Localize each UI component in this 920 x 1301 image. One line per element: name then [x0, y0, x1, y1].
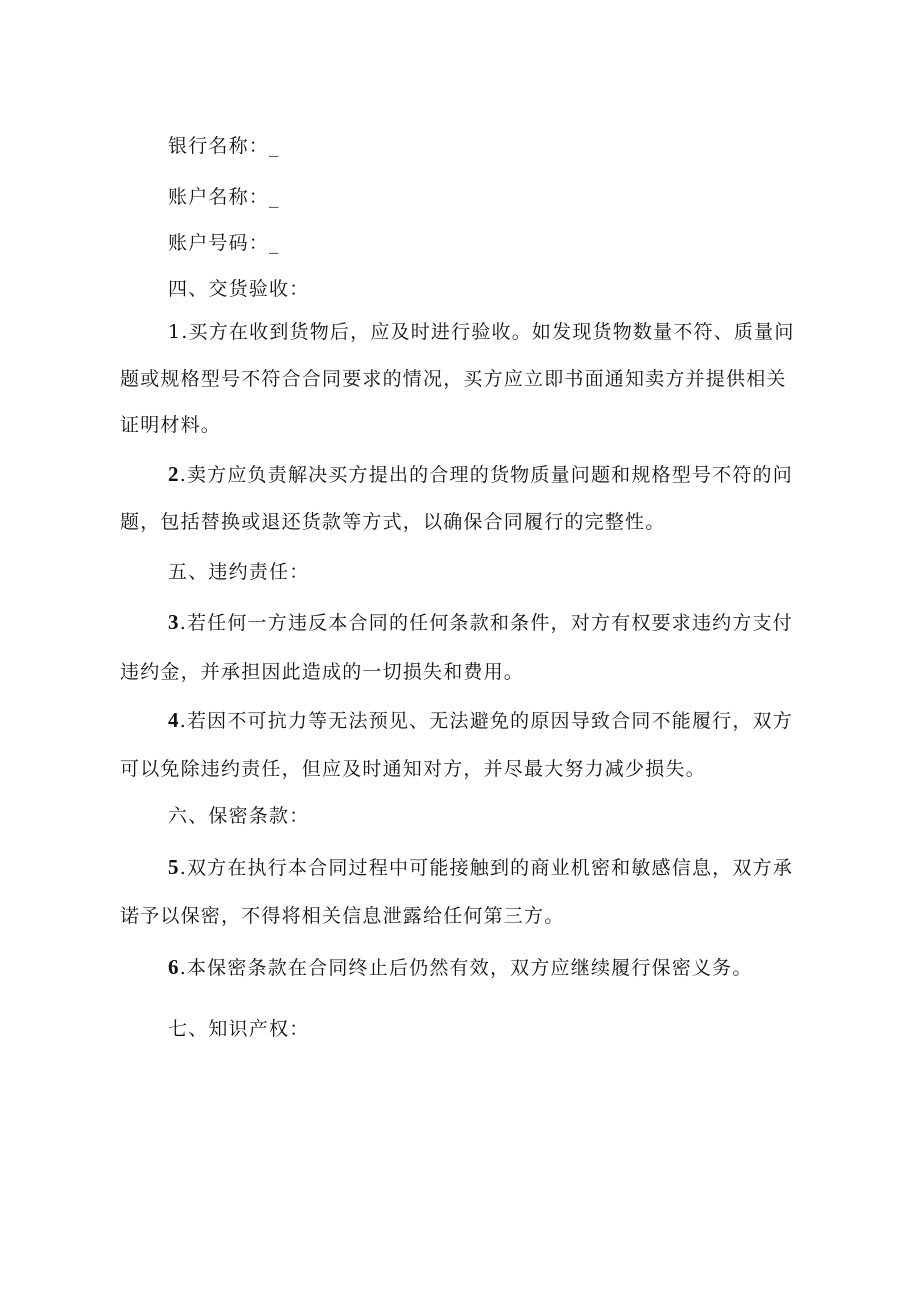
clause-4-number: 4 [168, 708, 180, 732]
clause-2-number: 2 [168, 462, 180, 486]
section-4-title: 四、交货验收： [168, 278, 310, 300]
clause-3-number: 3 [168, 610, 180, 634]
clause-6-text-1: .本保密条款在合同终止后仍然有效，双方应继续履行保密义务。 [179, 957, 753, 979]
clause-3-text-1: .若任何一方违反本合同的任何条款和条件，对方有权要求违约方支付 [179, 612, 793, 634]
clause-1-line-1 [168, 320, 808, 344]
account-name-line: 账户名称：_ [168, 186, 280, 208]
clause-1-number: 1. [168, 321, 189, 343]
clause-3-line-1 [168, 610, 808, 635]
clause-2-text-1: .卖方应负责解决买方提出的合理的货物质量问题和规格型号不符的问 [179, 464, 793, 486]
clause-4-line-1 [168, 708, 808, 733]
clause-5-line-1 [168, 855, 808, 880]
clause-5-line-2: 诺予以保密，不得将相关信息泄露给任何第三方。 [120, 905, 565, 927]
clause-4-line-2: 可以免除违约责任，但应及时通知对方，并尽最大努力减少损失。 [120, 758, 706, 780]
clause-1-line-3: 证明材料。 [120, 414, 222, 436]
clause-2-line-2: 题，包括替换或退还货款等方式，以确保合同履行的完整性。 [120, 511, 666, 533]
section-5-title: 五、违约责任： [168, 561, 310, 583]
clause-5-number: 5 [168, 855, 180, 879]
clause-4-text-1: .若因不可抗力等无法预见、无法避免的原因导致合同不能履行，双方 [179, 710, 793, 732]
bank-name-line: 银行名称：_ [168, 135, 280, 157]
clause-6-number: 6 [168, 955, 180, 979]
clause-2-line-1 [168, 462, 808, 487]
clause-3-line-2: 违约金，并承担因此造成的一切损失和费用。 [120, 661, 525, 683]
section-7-title: 七、知识产权： [168, 1018, 310, 1040]
section-6-title: 六、保密条款： [168, 805, 310, 827]
clause-6-line-1 [168, 955, 808, 980]
clause-5-text-1: .双方在执行本合同过程中可能接触到的商业机密和敏感信息，双方承 [179, 857, 793, 879]
clause-1-line-2: 题或规格型号不符合合同要求的情况，买方应立即书面通知卖方并提供相关 [120, 368, 787, 390]
account-number-line: 账户号码：_ [168, 232, 280, 254]
clause-1-text-1: 买方在收到货物后，应及时进行验收。如发现货物数量不符、质量问 [188, 321, 795, 343]
